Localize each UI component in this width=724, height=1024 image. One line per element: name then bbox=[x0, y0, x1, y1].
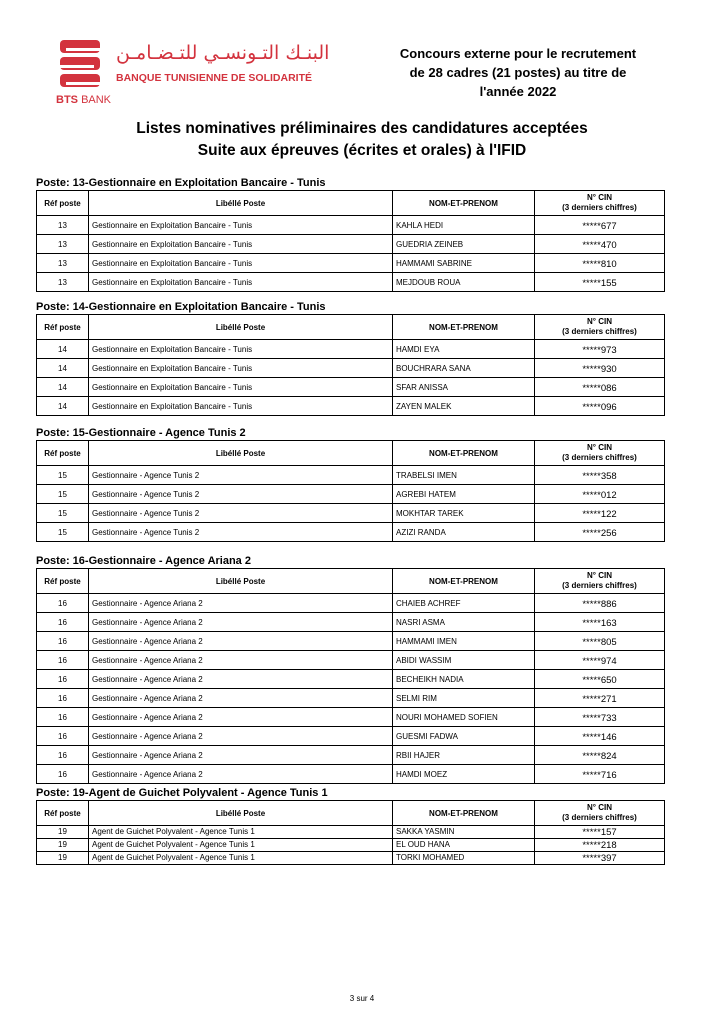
cell-nom: TRABELSI IMEN bbox=[393, 466, 535, 485]
cell-libelle: Gestionnaire - Agence Ariana 2 bbox=[89, 632, 393, 651]
cell-nom: TORKI MOHAMED bbox=[393, 852, 535, 865]
logo-bts-text: BTS bbox=[56, 94, 78, 106]
cell-ref: 19 bbox=[37, 852, 89, 865]
cell-cin: *****086 bbox=[535, 378, 665, 397]
table-row bbox=[37, 651, 665, 670]
cell-ref: 16 bbox=[37, 689, 89, 708]
table-header-row bbox=[37, 191, 665, 216]
column-header-cin bbox=[535, 315, 665, 340]
column-header-cin-line2: (3 derniers chiffres) bbox=[562, 203, 637, 212]
table-row bbox=[37, 613, 665, 632]
table-row bbox=[37, 485, 665, 504]
page-title bbox=[0, 118, 724, 162]
cell-nom: NOURI MOHAMED SOFIEN bbox=[393, 708, 535, 727]
cell-ref: 14 bbox=[37, 397, 89, 416]
cell-nom: GUESMI FADWA bbox=[393, 727, 535, 746]
cell-libelle: Gestionnaire en Exploitation Bancaire - Tunis bbox=[89, 340, 393, 359]
concours-heading bbox=[388, 44, 648, 101]
cell-ref: 16 bbox=[37, 708, 89, 727]
cell-libelle: Gestionnaire - Agence Tunis 2 bbox=[89, 523, 393, 542]
cell-ref: 15 bbox=[37, 485, 89, 504]
cell-libelle: Gestionnaire en Exploitation Bancaire - Tunis bbox=[89, 273, 393, 292]
column-header-cin-line1: N° CIN bbox=[587, 193, 612, 202]
column-header-libelle: Libéllé Poste bbox=[89, 315, 393, 340]
cell-cin: *****886 bbox=[535, 594, 665, 613]
cell-cin: *****733 bbox=[535, 708, 665, 727]
table-row bbox=[37, 852, 665, 865]
column-header-cin bbox=[535, 191, 665, 216]
cell-libelle: Gestionnaire - Agence Ariana 2 bbox=[89, 651, 393, 670]
column-header-cin-line2: (3 derniers chiffres) bbox=[562, 453, 637, 462]
column-header-cin bbox=[535, 569, 665, 594]
column-header-libelle: Libéllé Poste bbox=[89, 191, 393, 216]
cell-nom: HAMMAMI IMEN bbox=[393, 632, 535, 651]
page-number: 3 sur 4 bbox=[349, 994, 375, 1003]
table-row bbox=[37, 746, 665, 765]
column-header-cin bbox=[535, 801, 665, 826]
cell-cin: *****256 bbox=[535, 523, 665, 542]
cell-cin: *****650 bbox=[535, 670, 665, 689]
table-row bbox=[37, 632, 665, 651]
cell-nom: HAMMAMI SABRINE bbox=[393, 254, 535, 273]
cell-nom: HAMDI EYA bbox=[393, 340, 535, 359]
cell-cin: *****358 bbox=[535, 466, 665, 485]
table-row bbox=[37, 397, 665, 416]
cell-nom: EL OUD HANA bbox=[393, 839, 535, 852]
column-header-cin bbox=[535, 441, 665, 466]
table-row bbox=[37, 765, 665, 784]
cell-nom: RBII HAJER bbox=[393, 746, 535, 765]
cell-ref: 19 bbox=[37, 826, 89, 839]
cell-libelle: Gestionnaire en Exploitation Bancaire - Tunis bbox=[89, 397, 393, 416]
section-title: Poste: 14-Gestionnaire en Exploitation Bancaire - Tunis bbox=[36, 301, 326, 313]
cell-libelle: Gestionnaire en Exploitation Bancaire - Tunis bbox=[89, 378, 393, 397]
cell-cin: *****155 bbox=[535, 273, 665, 292]
logo-bts-bank bbox=[56, 94, 111, 106]
logo-bank-text: BANK bbox=[81, 94, 112, 106]
column-header-nom: NOM-ET-PRENOM bbox=[393, 191, 535, 216]
table-row bbox=[37, 340, 665, 359]
cell-cin: *****824 bbox=[535, 746, 665, 765]
cell-libelle: Agent de Guichet Polyvalent - Agence Tunis 1 bbox=[89, 826, 393, 839]
cell-libelle: Gestionnaire - Agence Ariana 2 bbox=[89, 594, 393, 613]
cell-libelle: Gestionnaire - Agence Tunis 2 bbox=[89, 504, 393, 523]
cell-cin: *****218 bbox=[535, 839, 665, 852]
cell-libelle: Gestionnaire - Agence Ariana 2 bbox=[89, 746, 393, 765]
cell-libelle: Gestionnaire - Agence Ariana 2 bbox=[89, 670, 393, 689]
column-header-cin-line1: N° CIN bbox=[587, 443, 612, 452]
cell-libelle: Gestionnaire en Exploitation Bancaire - Tunis bbox=[89, 254, 393, 273]
column-header-cin-line1: N° CIN bbox=[587, 317, 612, 326]
page-header bbox=[36, 38, 688, 108]
cell-nom: BECHEIKH NADIA bbox=[393, 670, 535, 689]
cell-nom: KAHLA HEDI bbox=[393, 216, 535, 235]
table-header-row bbox=[37, 569, 665, 594]
section-title: Poste: 15-Gestionnaire - Agence Tunis 2 bbox=[36, 427, 246, 439]
cell-libelle: Gestionnaire en Exploitation Bancaire - Tunis bbox=[89, 359, 393, 378]
cell-ref: 16 bbox=[37, 670, 89, 689]
cell-cin: *****810 bbox=[535, 254, 665, 273]
column-header-libelle: Libéllé Poste bbox=[89, 569, 393, 594]
cell-ref: 16 bbox=[37, 594, 89, 613]
cell-libelle: Agent de Guichet Polyvalent - Agence Tunis 1 bbox=[89, 852, 393, 865]
candidates-table bbox=[36, 190, 665, 292]
cell-libelle: Gestionnaire - Agence Tunis 2 bbox=[89, 485, 393, 504]
cell-nom: ZAYEN MALEK bbox=[393, 397, 535, 416]
page-title-line-2: Suite aux épreuves (écrites et orales) à l'IFID bbox=[197, 142, 527, 159]
column-header-ref: Réf poste bbox=[37, 801, 89, 826]
cell-ref: 15 bbox=[37, 523, 89, 542]
cell-nom: ABIDI WASSIM bbox=[393, 651, 535, 670]
cell-ref: 16 bbox=[37, 613, 89, 632]
column-header-nom: NOM-ET-PRENOM bbox=[393, 441, 535, 466]
cell-nom: HAMDI MOEZ bbox=[393, 765, 535, 784]
section-title: Poste: 19-Agent de Guichet Polyvalent - Agence Tunis 1 bbox=[36, 787, 328, 799]
cell-cin: *****470 bbox=[535, 235, 665, 254]
cell-cin: *****973 bbox=[535, 340, 665, 359]
concours-line-1: Concours externe pour le recrutement bbox=[399, 46, 637, 61]
cell-cin: *****974 bbox=[535, 651, 665, 670]
candidates-table bbox=[36, 440, 665, 542]
poste-section bbox=[36, 300, 688, 416]
table-row bbox=[37, 594, 665, 613]
column-header-cin-line2: (3 derniers chiffres) bbox=[562, 581, 637, 590]
poste-section bbox=[36, 426, 688, 542]
cell-cin: *****397 bbox=[535, 852, 665, 865]
cell-cin: *****122 bbox=[535, 504, 665, 523]
section-title: Poste: 13-Gestionnaire en Exploitation Bancaire - Tunis bbox=[36, 177, 326, 189]
cell-cin: *****805 bbox=[535, 632, 665, 651]
cell-ref: 13 bbox=[37, 273, 89, 292]
cell-cin: *****677 bbox=[535, 216, 665, 235]
cell-ref: 16 bbox=[37, 632, 89, 651]
table-row bbox=[37, 273, 665, 292]
table-row bbox=[37, 235, 665, 254]
cell-cin: *****096 bbox=[535, 397, 665, 416]
cell-libelle: Agent de Guichet Polyvalent - Agence Tunis 1 bbox=[89, 839, 393, 852]
page-title-line-1: Listes nominatives préliminaires des candidatures acceptées bbox=[136, 120, 588, 137]
section-title: Poste: 16-Gestionnaire - Agence Ariana 2 bbox=[36, 555, 251, 567]
candidates-table bbox=[36, 568, 665, 784]
column-header-cin-line1: N° CIN bbox=[587, 803, 612, 812]
poste-section bbox=[36, 786, 688, 865]
cell-libelle: Gestionnaire - Agence Ariana 2 bbox=[89, 708, 393, 727]
candidates-table bbox=[36, 314, 665, 416]
cell-nom: GUEDRIA ZEINEB bbox=[393, 235, 535, 254]
table-row bbox=[37, 359, 665, 378]
cell-cin: *****163 bbox=[535, 613, 665, 632]
cell-ref: 16 bbox=[37, 765, 89, 784]
cell-libelle: Gestionnaire - Agence Ariana 2 bbox=[89, 765, 393, 784]
column-header-ref: Réf poste bbox=[37, 191, 89, 216]
cell-ref: 13 bbox=[37, 216, 89, 235]
cell-ref: 14 bbox=[37, 340, 89, 359]
cell-cin: *****157 bbox=[535, 826, 665, 839]
cell-libelle: Gestionnaire - Agence Ariana 2 bbox=[89, 689, 393, 708]
cell-ref: 19 bbox=[37, 839, 89, 852]
table-row bbox=[37, 254, 665, 273]
column-header-libelle: Libéllé Poste bbox=[89, 801, 393, 826]
table-row bbox=[37, 523, 665, 542]
table-row bbox=[37, 708, 665, 727]
cell-ref: 14 bbox=[37, 378, 89, 397]
logo-arabic-name: البنـك التـونسـي للتـضـامـن bbox=[116, 42, 330, 64]
cell-nom: SFAR ANISSA bbox=[393, 378, 535, 397]
cell-nom: NASRI ASMA bbox=[393, 613, 535, 632]
column-header-ref: Réf poste bbox=[37, 569, 89, 594]
cell-nom: MOKHTAR TAREK bbox=[393, 504, 535, 523]
cell-nom: MEJDOUB ROUA bbox=[393, 273, 535, 292]
column-header-libelle: Libéllé Poste bbox=[89, 441, 393, 466]
cell-nom: BOUCHRARA SANA bbox=[393, 359, 535, 378]
column-header-cin-line1: N° CIN bbox=[587, 571, 612, 580]
cell-libelle: Gestionnaire en Exploitation Bancaire - Tunis bbox=[89, 216, 393, 235]
table-header-row bbox=[37, 441, 665, 466]
cell-cin: *****716 bbox=[535, 765, 665, 784]
column-header-cin-line2: (3 derniers chiffres) bbox=[562, 327, 637, 336]
column-header-cin-line2: (3 derniers chiffres) bbox=[562, 813, 637, 822]
cell-nom: SAKKA YASMIN bbox=[393, 826, 535, 839]
table-row bbox=[37, 216, 665, 235]
cell-libelle: Gestionnaire - Agence Ariana 2 bbox=[89, 613, 393, 632]
table-row bbox=[37, 826, 665, 839]
table-row bbox=[37, 689, 665, 708]
cell-ref: 16 bbox=[37, 727, 89, 746]
table-row bbox=[37, 839, 665, 852]
column-header-ref: Réf poste bbox=[37, 315, 89, 340]
column-header-nom: NOM-ET-PRENOM bbox=[393, 801, 535, 826]
cell-ref: 13 bbox=[37, 254, 89, 273]
cell-ref: 14 bbox=[37, 359, 89, 378]
table-row bbox=[37, 727, 665, 746]
table-row bbox=[37, 504, 665, 523]
table-header-row bbox=[37, 315, 665, 340]
concours-line-3: l'année 2022 bbox=[479, 84, 557, 99]
cell-ref: 16 bbox=[37, 651, 89, 670]
cell-ref: 13 bbox=[37, 235, 89, 254]
cell-libelle: Gestionnaire - Agence Ariana 2 bbox=[89, 727, 393, 746]
cell-libelle: Gestionnaire en Exploitation Bancaire - Tunis bbox=[89, 235, 393, 254]
logo-french-name: BANQUE TUNISIENNE DE SOLIDARITÉ bbox=[116, 72, 313, 84]
bts-logo-mark-icon bbox=[52, 40, 108, 90]
column-header-nom: NOM-ET-PRENOM bbox=[393, 315, 535, 340]
cell-cin: *****012 bbox=[535, 485, 665, 504]
cell-ref: 15 bbox=[37, 466, 89, 485]
table-row bbox=[37, 670, 665, 689]
cell-cin: *****146 bbox=[535, 727, 665, 746]
cell-ref: 15 bbox=[37, 504, 89, 523]
bts-logo bbox=[52, 40, 330, 106]
cell-libelle: Gestionnaire - Agence Tunis 2 bbox=[89, 466, 393, 485]
column-header-nom: NOM-ET-PRENOM bbox=[393, 569, 535, 594]
cell-nom: AGREBI HATEM bbox=[393, 485, 535, 504]
cell-ref: 16 bbox=[37, 746, 89, 765]
concours-line-2: de 28 cadres (21 postes) au titre de bbox=[409, 65, 627, 80]
poste-section bbox=[36, 554, 688, 784]
cell-cin: *****271 bbox=[535, 689, 665, 708]
table-row bbox=[37, 378, 665, 397]
cell-cin: *****930 bbox=[535, 359, 665, 378]
candidates-table bbox=[36, 800, 665, 865]
table-header-row bbox=[37, 801, 665, 826]
cell-nom: SELMI RIM bbox=[393, 689, 535, 708]
cell-nom: CHAIEB ACHREF bbox=[393, 594, 535, 613]
poste-section bbox=[36, 176, 688, 292]
cell-nom: AZIZI RANDA bbox=[393, 523, 535, 542]
column-header-ref: Réf poste bbox=[37, 441, 89, 466]
table-row bbox=[37, 466, 665, 485]
